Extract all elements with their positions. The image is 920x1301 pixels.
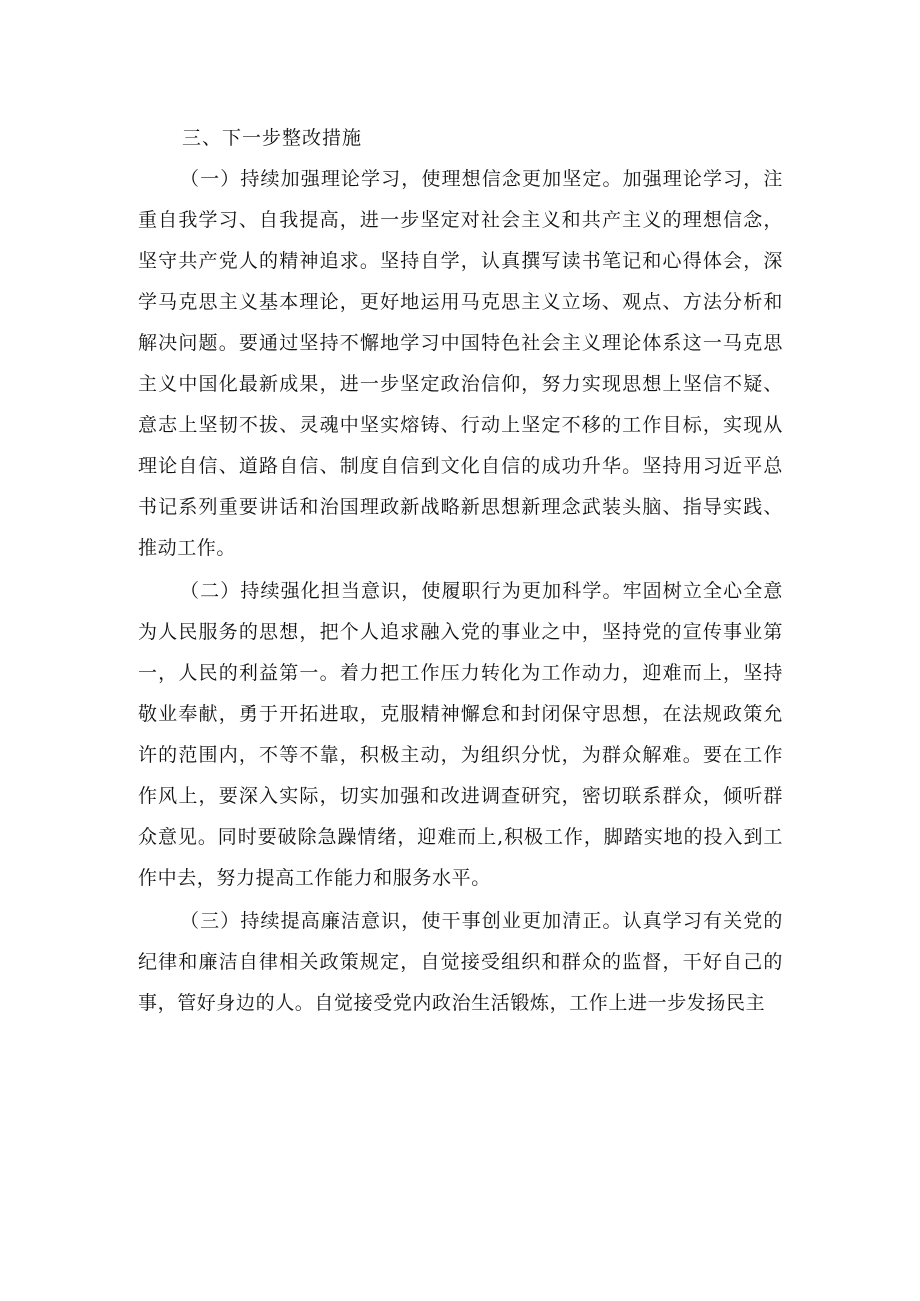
- paragraph-1: （一）持续加强理论学习，使理想信念更加坚定。加强理论学习，注重自我学习、自我提高，进一步坚定对社会主义和共产主义的理想信念，坚守共产党人的精神追求。坚持自学，认真撰写读书笔记和心得体会，深学马克思主义基本理论，更好地运用马克思主义立场、观点、方法分析和解决问题。要通过坚持不懈地学习中国特色社会主义理论体系这一马克思主义中国化最新成果，进一步坚定政治信仰，努力实现思想上坚信不疑、意志上坚韧不拔、灵魂中坚实熔铸、行动上坚定不移的工作目标，实现从理论自信、道路自信、制度自信到文化自信的成功升华。坚持用习近平总书记系列重要讲话和治国理政新战略新思想新理念武装头脑、指导实践、推动工作。: [138, 168, 783, 559]
- section-heading: 三、下一步整改措施: [182, 127, 363, 149]
- paragraph-2: （二）持续强化担当意识，使履职行为更加科学。牢固树立全心全意为人民服务的思想，把个人追求融入党的事业之中，坚持党的宣传事业第一，人民的利益第一。着力把工作压力转化为工作动力，迎难而上，坚持敬业奉献，勇于开拓进取，克服精神懈怠和封闭保守思想，在法规政策允许的范围内，不等不靠，积极主动，为组织分忧，为群众解难。要在工作作风上，要深入实际，切实加强和改进调查研究，密切联系群众，倾听群众意见。同时要破除急躁情绪，迎难而上,积极工作，脚踏实地的投入到工作中去，努力提高工作能力和服务水平。: [138, 580, 783, 889]
- paragraph-3: （三）持续提高廉洁意识，使干事创业更加清正。认真学习有关党的纪律和廉洁自律相关政策规定，自觉接受组织和群众的监督，干好自己的事，管好身边的人。自觉接受党内政治生活锻炼，工作上进一步发扬民主: [138, 910, 783, 1014]
- document-body: [138, 118, 783, 1024]
